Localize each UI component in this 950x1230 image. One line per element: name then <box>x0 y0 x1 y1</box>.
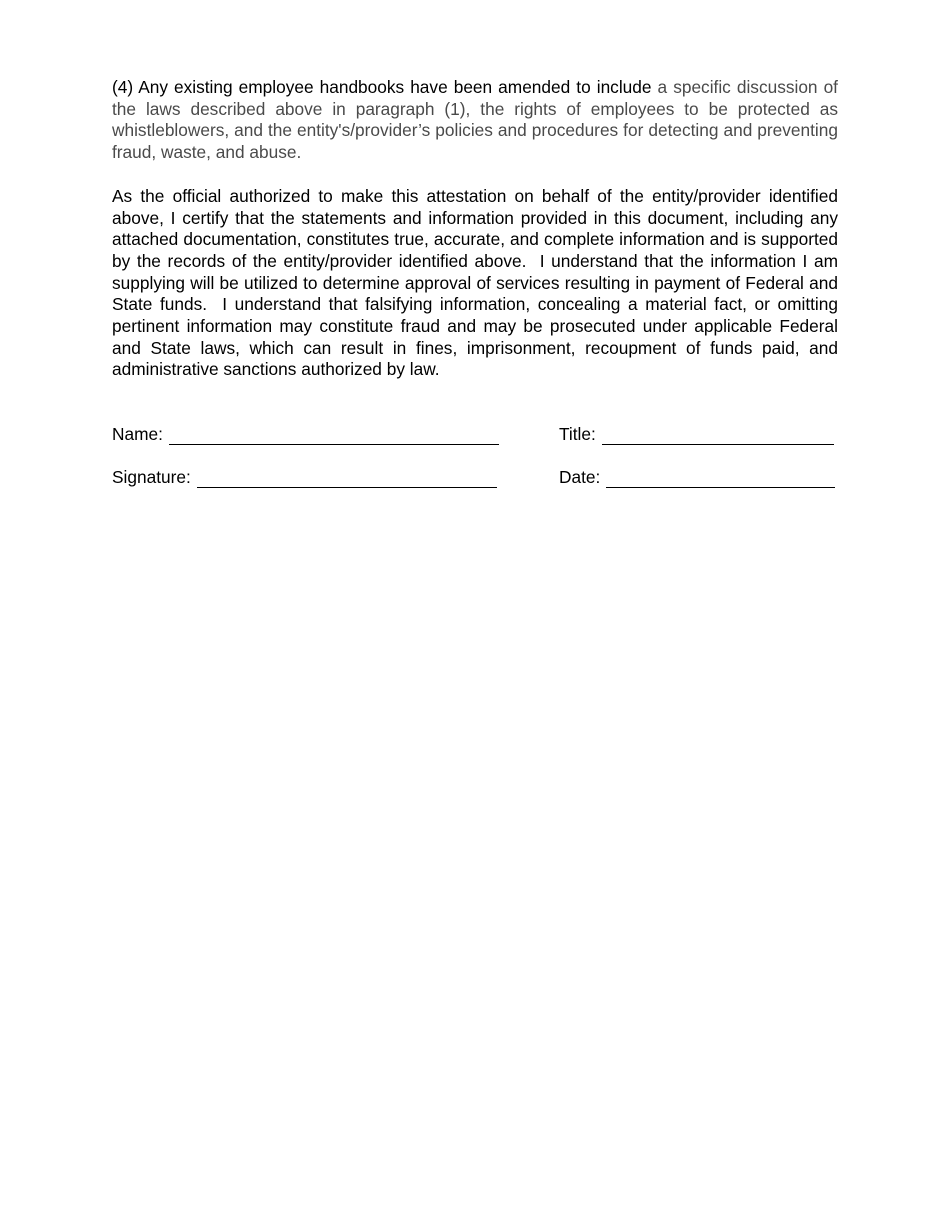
document-page <box>112 77 843 488</box>
signature-label: Signature: <box>112 467 191 488</box>
date-line[interactable] <box>606 470 835 488</box>
signature-field <box>112 466 497 488</box>
title-field <box>559 423 834 445</box>
date-field <box>559 466 835 488</box>
date-label: Date: <box>559 467 601 488</box>
title-label: Title: <box>559 424 596 445</box>
title-line[interactable] <box>602 427 834 445</box>
name-line[interactable] <box>169 427 499 445</box>
paragraph-4-continuation: a specific discussion of the laws described above in paragraph (1), the rights of employees to be protected as whistleblowers, and the entity's/provider’s policies and procedures for detecting and preventing fraud, waste, and abuse. <box>112 77 838 163</box>
paragraph-4 <box>112 77 838 164</box>
signature-line[interactable] <box>197 470 497 488</box>
signature-row-1 <box>112 423 838 445</box>
name-label: Name: <box>112 424 163 445</box>
paragraph-4-lead: (4) Any existing employee handbooks have been amended to include <box>112 77 652 97</box>
attestation-paragraph: As the official authorized to make this attestation on behalf of the entity/provider identified above, I certify that the statements and information provided in this document, including any attached documentation, constitutes true, accurate, and complete information and is supported by the records of the entity/provider identified above. I understand that the information I am supplying will be utilized to determine approval of services resulting in payment of Federal and State funds. I understand that falsifying information, concealing a material fact, or omitting pertinent information may constitute fraud and may be prosecuted under applicable Federal and State laws, which can result in fines, imprisonment, recoupment of funds paid, and administrative sanctions authorized by law. <box>112 185 843 380</box>
name-field <box>112 423 499 445</box>
signature-row-2 <box>112 466 838 488</box>
